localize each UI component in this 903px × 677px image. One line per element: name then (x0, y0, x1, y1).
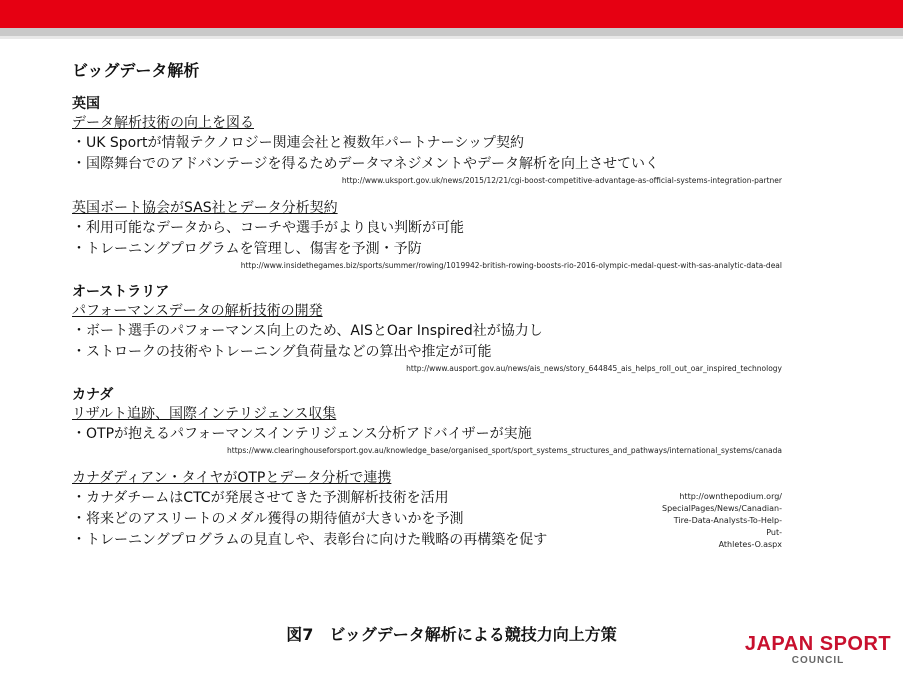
item-subhead: カナダディアン・タイヤがOTPとデータ分析で連携 (72, 470, 392, 486)
item-group (72, 301, 782, 374)
bullet-line: ・トレーニングプログラムを管理し、傷害を予測・予防 (72, 241, 422, 257)
item-row (72, 488, 782, 551)
item-subhead: 英国ボート協会がSAS社とデータ分析契約 (72, 200, 338, 216)
bullet-line: ・ストロークの技術やトレーニング負荷量などの算出や推定が可能 (72, 344, 492, 360)
source-url: http://www.uksport.gov.uk/news/2015/12/21/cgi-boost-competitive-advantage-as-official-systems-integration-partner (341, 176, 782, 185)
country-heading: 英国 (72, 96, 100, 112)
bullet-line: ・将来どのアスリートのメダル獲得の期待値が大きいかを予測 (72, 511, 464, 527)
source-url: https://www.clearinghouseforsport.gov.au/knowledge_base/organised_sport/sport_systems_structures_and_pathways/international_systems/canada (227, 446, 782, 455)
country-heading: カナダ (72, 387, 114, 403)
source-url-line: Tire-Data-Analysts-To-Help-Put- (673, 516, 782, 537)
item-subhead: パフォーマンスデータの解析技術の開発 (72, 303, 323, 319)
logo-main-text: JAPAN SPORT (744, 633, 892, 655)
bullet-line: ・UK Sportが情報テクノロジー関連会社と複数年パートナーシップ契約 (72, 135, 525, 151)
header-red-bar (0, 0, 903, 28)
logo-sub-text: COUNCIL (791, 655, 845, 666)
bullet-list (72, 488, 547, 551)
bullet-line: ・OTPが抱えるパフォーマンスインテリジェンス分析アドバイザーが実施 (72, 426, 532, 442)
item-group (72, 404, 782, 456)
figure-caption: 図7 ビッグデータ解析による競技力向上方策 (286, 625, 617, 644)
section-australia (72, 283, 782, 374)
source-url-line: Athletes-O.aspx (718, 540, 782, 549)
header-gray-band (0, 28, 903, 36)
item-group (72, 468, 782, 551)
bullet-line: ・利用可能なデータから、コーチや選手がより良い判断が可能 (72, 220, 464, 236)
item-group (72, 113, 782, 186)
bullet-line: ・カナダチームはCTCが発展させてきた予測解析技術を活用 (72, 490, 449, 506)
item-subhead: データ解析技術の向上を図る (72, 115, 254, 131)
source-url-line: SpecialPages/News/Canadian- (662, 504, 782, 513)
section-canada (72, 386, 782, 551)
source-url-block (662, 491, 782, 551)
bullet-line: ・国際舞台でのアドバンテージを得るためデータマネジメントやデータ解析を向上させていく (72, 156, 660, 172)
bullet-line: ・トレーニングプログラムの見直しや、表彰台に向けた戦略の再構築を促す (72, 532, 548, 548)
header-gray-band-light (0, 36, 903, 39)
section-uk (72, 95, 782, 271)
jsc-logo (738, 633, 898, 667)
country-heading: オーストラリア (72, 284, 170, 300)
slide-content (72, 58, 782, 563)
slide-title: ビッグデータ解析 (72, 61, 200, 80)
item-group (72, 198, 782, 271)
bullet-line: ・ボート選手のパフォーマンス向上のため、AISとOar Inspired社が協力し (72, 323, 543, 339)
source-url: http://www.ausport.gov.au/news/ais_news/story_644845_ais_helps_roll_out_oar_inspired_technology (406, 364, 782, 373)
source-url: http://www.insidethegames.biz/sports/summer/rowing/1019942-british-rowing-boosts-rio-2016-olympic-medal-quest-with-sas-analytic-data-deal (240, 261, 782, 270)
item-subhead: リザルト追跡、国際インテリジェンス収集 (72, 406, 337, 422)
source-url-line: http://ownthepodium.org/ (679, 492, 782, 501)
